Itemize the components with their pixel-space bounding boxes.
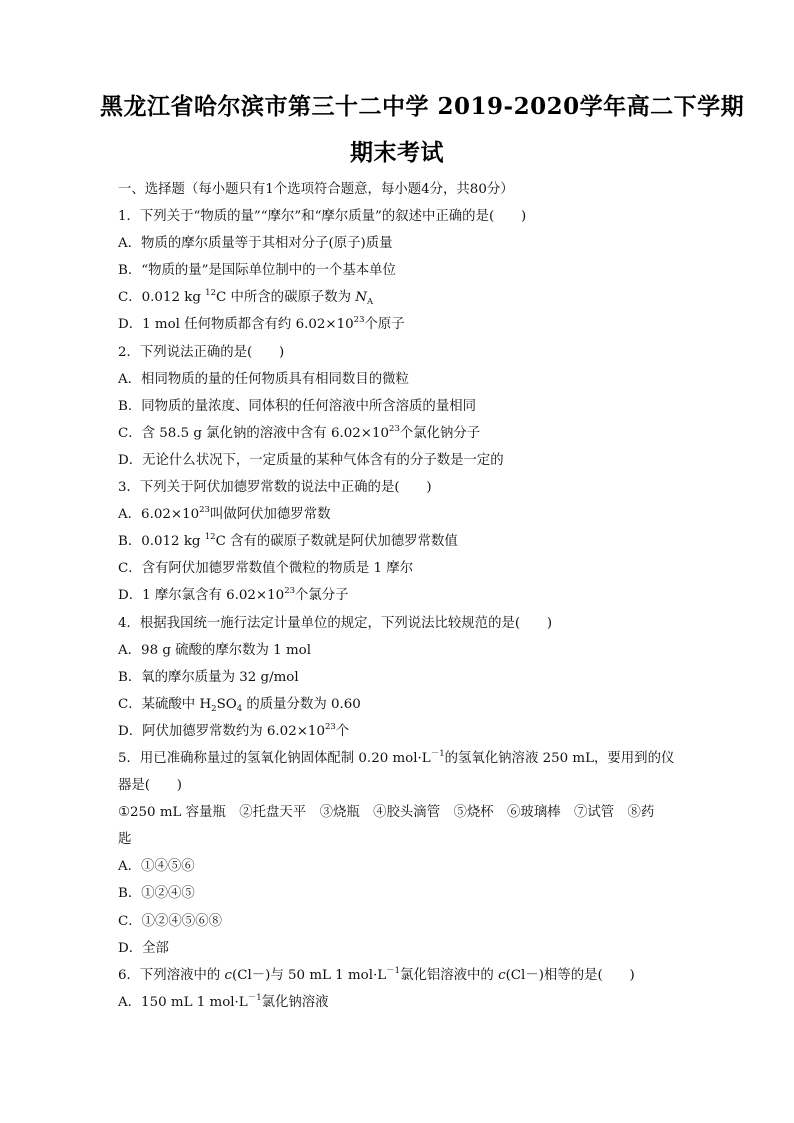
question-2-option-c: [118, 420, 678, 447]
text-segment: 叫做阿伏加德罗常数: [209, 507, 331, 523]
exam-title: [100, 92, 745, 168]
question-6-stem: [118, 962, 678, 989]
text-segment: 氯化钠溶液: [261, 994, 329, 1010]
text-segment: 的氢氧化钠溶液 250 mL，要用到的仪: [444, 750, 675, 766]
question-5-option-b: B．①②④⑤: [118, 886, 195, 902]
question-5-items-line-2: 匙: [118, 832, 132, 848]
title-line-2: 期末考试: [350, 139, 444, 166]
text-segment: 个: [335, 723, 350, 739]
text-segment: C．某硫酸中 H: [118, 696, 212, 712]
superscript: 23: [353, 315, 365, 326]
concentration-symbol: c: [224, 967, 233, 983]
question-6-option-a: [118, 989, 678, 1016]
question-1-option-d: [118, 311, 678, 338]
title-line-1: 黑龙江省哈尔滨市第三十二中学 2019-2020学年高二下学期: [100, 93, 745, 120]
superscript: 23: [389, 423, 400, 434]
text-segment: C．含 58.5 g 氯化钠的溶液中含有 6.02×10: [118, 425, 390, 441]
text-segment: 5．用已准确称量过的氢氧化钠固体配制 0.20 mol·L: [118, 750, 431, 766]
text-segment: (Cl－)与 50 mL 1 mol·L: [232, 967, 387, 983]
superscript: －1: [430, 748, 445, 759]
question-2-option-d: D．无论什么状况下，一定质量的某种气体含有的分子数是一定的: [118, 452, 504, 468]
text-segment: B．0.012 kg: [118, 534, 205, 550]
superscript: －1: [247, 992, 262, 1003]
subscript: 2: [211, 703, 217, 714]
subscript: A: [367, 297, 374, 308]
question-1-stem: 1．下列关于“物质的量”“摩尔”和“摩尔质量”的叙述中正确的是( ): [118, 209, 527, 225]
question-4-option-c: [118, 691, 678, 718]
superscript: 12: [204, 532, 216, 543]
question-3-option-a: [118, 501, 678, 528]
question-4-option-b: B．氧的摩尔质量为 32 g/mol: [118, 669, 299, 685]
question-5-option-d: D．全部: [118, 940, 169, 956]
question-5-stem-line-1: [118, 745, 678, 772]
text-segment: D．1 mol 任何物质都含有约 6.02×10: [118, 317, 354, 333]
text-segment: 个氯分子: [295, 588, 349, 604]
subscript: 4: [236, 703, 243, 714]
question-2-option-b: B．同物质的量浓度、同体积的任何溶液中所含溶质的量相同: [118, 398, 476, 414]
superscript: 23: [324, 721, 336, 732]
question-5-items-line-1: ①250 mL 容量瓶 ②托盘天平 ③烧瓶 ④胶头滴管 ⑤烧杯 ⑥玻璃棒 ⑦试管 ⑧药: [118, 805, 655, 821]
text-segment: A．150 mL 1 mol·L: [118, 994, 248, 1010]
avogadro-symbol: N: [355, 290, 367, 306]
text-segment: 的质量分数为 0.60: [242, 696, 361, 712]
superscript: －1: [386, 965, 401, 976]
question-1-option-c: [118, 284, 678, 311]
question-5-option-c: C．①②④⑤⑥⑧: [118, 913, 222, 929]
section-heading: 一、选择题（每小题只有1个选项符合题意，每小题4分，共80分）: [118, 182, 514, 197]
text-segment: 6．下列溶液中的: [118, 967, 225, 983]
question-3-stem: 3．下列关于阿伏加德罗常数的说法中正确的是( ): [118, 480, 432, 496]
text-segment: C 中所含的碳原子数为: [216, 290, 356, 306]
text-segment: A．6.02×10: [118, 507, 200, 523]
text-segment: (Cl－)相等的是( ): [505, 967, 635, 983]
question-4-option-d: [118, 718, 678, 745]
question-2-stem: 2．下列说法正确的是( ): [118, 344, 285, 360]
question-4-stem: 4．根据我国统一施行法定计量单位的规定，下列说法比较规范的是( ): [118, 615, 553, 631]
text-segment: C 含有的碳原子数就是阿伏加德罗常数值: [215, 534, 458, 550]
superscript: 23: [199, 505, 210, 516]
question-5-stem-line-2: 器是( ): [118, 778, 183, 794]
text-segment: D．阿伏加德罗常数约为 6.02×10: [118, 723, 325, 739]
question-2-option-a: A．相同物质的量的任何物质具有相同数目的微粒: [118, 371, 409, 387]
exam-content: [118, 176, 678, 1016]
concentration-symbol: c: [498, 967, 506, 983]
question-4-option-a: A．98 g 硫酸的摩尔数为 1 mol: [118, 642, 311, 658]
text-segment: D．1 摩尔氯含有 6.02×10: [118, 588, 285, 604]
question-3-option-d: [118, 582, 678, 609]
text-segment: 氯化铝溶液中的: [400, 967, 499, 983]
superscript: 23: [284, 586, 296, 597]
text-segment: C．0.012 kg: [118, 290, 206, 306]
question-5-option-a: A．①④⑤⑥: [118, 859, 195, 875]
question-1-option-b: B．“物质的量”是国际单位制中的一个基本单位: [118, 263, 396, 279]
text-segment: 个原子: [364, 317, 405, 333]
question-3-option-c: C．含有阿伏加德罗常数值个微粒的物质是 1 摩尔: [118, 561, 414, 577]
text-segment: SO: [216, 696, 237, 712]
question-3-option-b: [118, 528, 678, 555]
text-segment: 个氯化钠分子: [399, 425, 481, 441]
question-1-option-a: A．物质的摩尔质量等于其相对分子(原子)质量: [118, 236, 393, 252]
superscript: 12: [205, 288, 216, 299]
